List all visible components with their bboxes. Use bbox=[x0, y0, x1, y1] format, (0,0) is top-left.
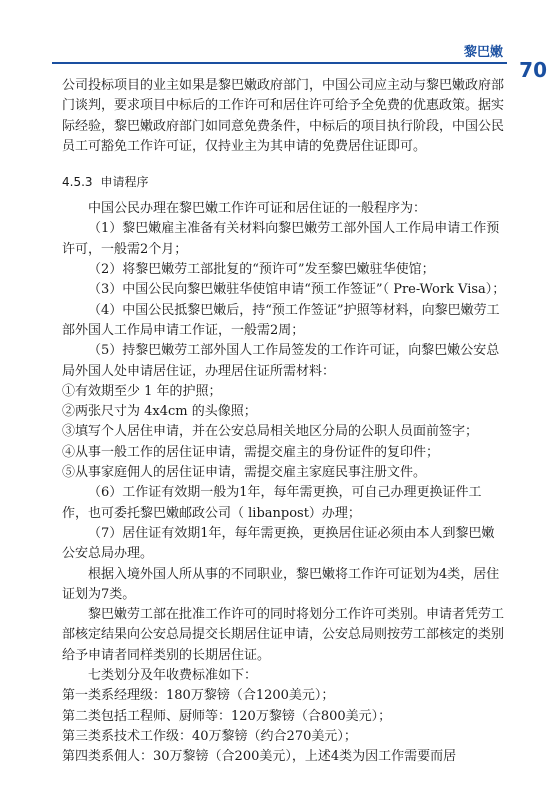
fee-lead: 七类划分及年收费标准如下： bbox=[88, 668, 258, 684]
procedure-lead: 中国公民办理在黎巴嫩工作许可证和居住证的一般程序为： bbox=[88, 201, 427, 217]
procedure-step-1: （1）黎巴嫩雇主准备有关材料向黎巴嫩劳工部外国人工作局申请工作预许可，一般需2个月； bbox=[62, 221, 500, 257]
procedure-step-2: （2）将黎巴嫩劳工部批复的“预许可”发至黎巴嫩驻华使馆； bbox=[88, 262, 435, 278]
procedure-step-5: （5）持黎巴嫩劳工部外国人工作局签发的工作许可证，向黎巴嫩公安总局外国人处申请居住证，办理居住证所需材料： bbox=[62, 343, 500, 379]
procedure-step-3: （3）中国公民向黎巴嫩驻华使馆申请“预工作签证”（ Pre-Work Visa）； bbox=[88, 282, 506, 298]
running-header-country: 黎巴嫩 bbox=[463, 45, 503, 60]
ministry-paragraph: 黎巴嫩劳工部在批准工作许可的同时将划分工作许可类别。申请者凭劳工部核定结果向公安总局提交长期居住证申请，公安总局则按劳工部核定的类别给予申请者同样类别的长期居住证。 bbox=[62, 607, 505, 663]
page-body bbox=[62, 76, 507, 768]
procedure-step-4: （4）中国公民抵黎巴嫩后，持“预工作签证”护照等材料，向黎巴嫩劳工部外国人工作局申请工作证，一般需2周； bbox=[62, 302, 500, 338]
procedure-step-7: （7）居住证有效期1年，每年需更换，更换居住证必须由本人到黎巴嫩公安总局办理。 bbox=[62, 525, 495, 562]
section-heading bbox=[62, 173, 507, 191]
section-number: 4.5.3 bbox=[62, 175, 93, 190]
material-item-5: ⑤从事家庭佣人的居住证申请，需提交雇主家庭民事注册文件。 bbox=[62, 465, 427, 481]
intro-paragraph: 公司投标项目的业主如果是黎巴嫩政府部门，中国公司应主动与黎巴嫩政府部门谈判，要求项目中标后的工作许可和居住许可给予全免费的优惠政策。据实际经验，黎巴嫩政府部门如同意免费条件，中标后的项目执行阶段，中国公民员工可豁免工作许可证，仅持业主为其申请的免费居住证即可。 bbox=[62, 78, 505, 154]
fee-class-1: 第一类系经理级：180万黎镑（合1200美元）； bbox=[62, 688, 335, 704]
header-rule bbox=[52, 62, 507, 64]
fee-class-2: 第二类包括工程师、厨师等：120万黎镑（合800美元）； bbox=[62, 708, 392, 724]
fee-class-4: 第四类系佣人：30万黎镑（合200美元），上述4类为因工作需要而居 bbox=[62, 749, 457, 765]
material-item-1: ①有效期至少 1 年的护照； bbox=[62, 383, 222, 399]
classification-paragraph: 根据入境外国人所从事的不同职业，黎巴嫩将工作许可证划为4类，居住证划为7类。 bbox=[62, 566, 500, 602]
material-item-4: ④从事一般工作的居住证申请，需提交雇主的身份证件的复印件； bbox=[62, 444, 440, 460]
fee-class-3: 第三类系技术工作级：40万黎镑（约合270美元）； bbox=[62, 728, 357, 744]
material-item-3: ③填写个人居住申请，并在公安总局相关地区分局的公职人员面前签字； bbox=[62, 424, 479, 440]
section-title: 申请程序 bbox=[100, 175, 149, 190]
material-item-2: ②两张尺寸为 4x4cm 的头像照； bbox=[62, 404, 257, 420]
page-number: 70 bbox=[519, 58, 547, 82]
procedure-step-6: （6）工作证有效期一般为1年，每年需更换，可自己办理更换证件工作，也可委托黎巴嫩邮政公司（ libanpost）办理； bbox=[62, 485, 482, 521]
